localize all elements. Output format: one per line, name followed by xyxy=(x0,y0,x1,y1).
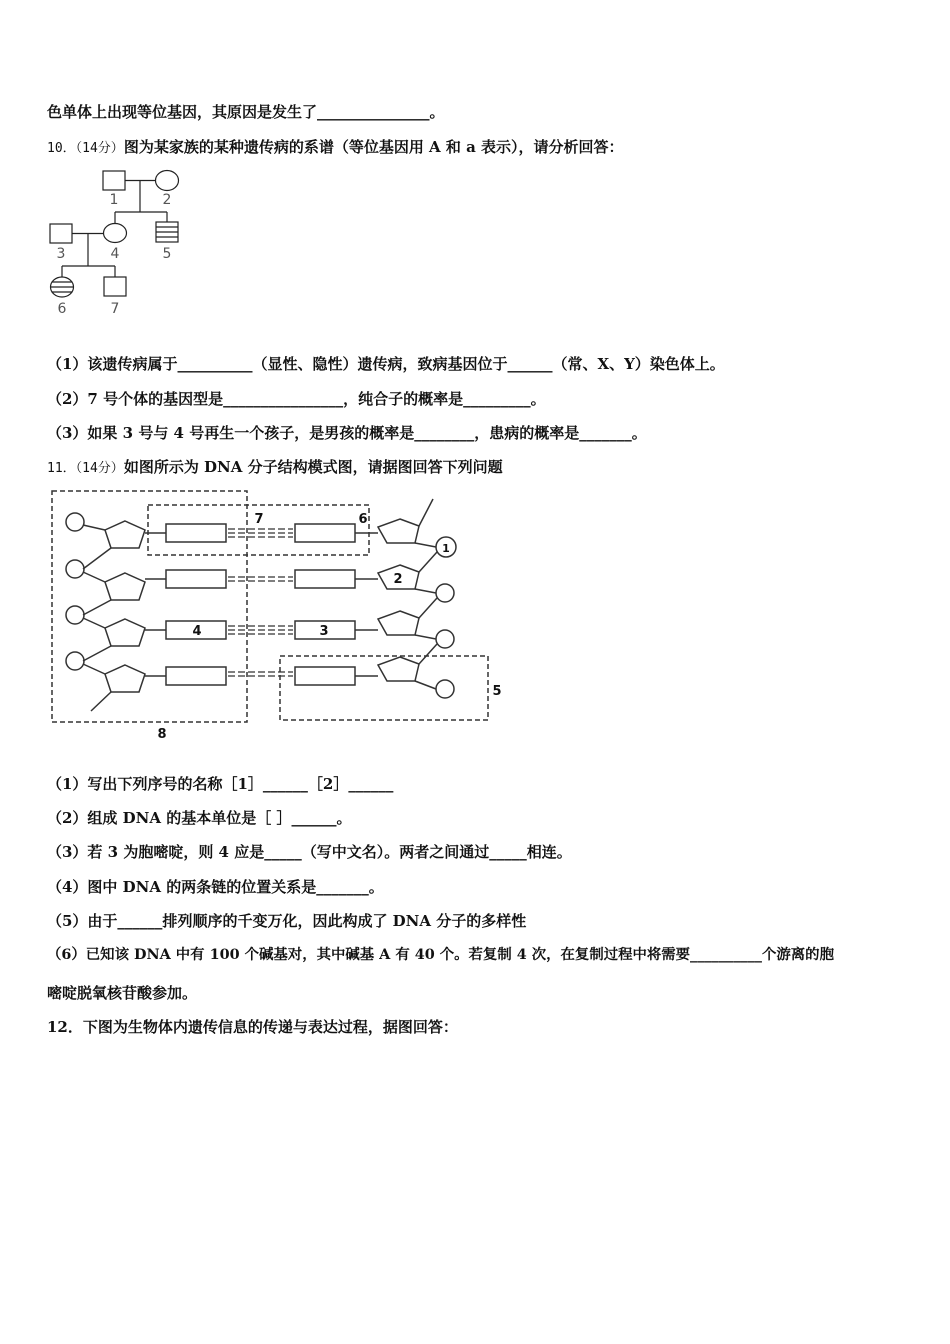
q11-number: 11．（14分） xyxy=(47,461,124,476)
individual-6-affected xyxy=(51,277,74,297)
dna-label-8: 8 xyxy=(157,727,167,742)
dna-label-2: 2 xyxy=(393,572,403,587)
q11-sub3: （3）若 3 为胞嘧啶，则 4 应是_____（写中文名）。两者之间通过_____相连。 xyxy=(47,843,572,861)
q12-heading: 12．下图为生物体内遗传信息的传递与表达过程，据图回答： xyxy=(47,1018,458,1036)
individual-3 xyxy=(50,224,72,243)
dna-label-5: 5 xyxy=(492,684,502,699)
dna-label-1: 1 xyxy=(442,542,450,555)
label-1: 1 xyxy=(109,192,119,208)
dna-label-7: 7 xyxy=(254,512,264,527)
q11-sub1: （1）写出下列序号的名称［1］______［2］______ xyxy=(47,775,394,793)
q10-stem: 图为某家族的某种遗传病的系谱（等位基因用 A 和 a 表示），请分析回答： xyxy=(123,138,624,156)
q10-sub2: （2）7 号个体的基因型是________________，纯合子的概率是_________。 xyxy=(47,390,546,408)
individual-2 xyxy=(156,171,179,191)
dna-label-4: 4 xyxy=(192,624,202,639)
dna-label-3: 3 xyxy=(319,624,329,639)
q11-heading xyxy=(47,457,503,479)
label-4: 4 xyxy=(110,246,120,262)
individual-5-affected xyxy=(156,222,178,242)
individual-7 xyxy=(104,277,126,296)
prev-question-tail: 色单体上出现等位基因，其原因是发生了_______________。 xyxy=(47,103,445,121)
label-2: 2 xyxy=(162,192,172,208)
individual-1 xyxy=(103,171,125,190)
dna-structure-diagram xyxy=(45,485,515,747)
q11-sub6-line1: （6）已知该 DNA 中有 100 个碱基对，其中碱基 A 有 40 个。若复制 4 次，在复制过程中将需要__________个游离的胞 xyxy=(47,946,834,963)
label-6: 6 xyxy=(57,301,67,317)
q11-sub2: （2）组成 DNA 的基本单位是［ ］______。 xyxy=(47,809,352,827)
q10-number: 10．（14分） xyxy=(47,141,124,156)
q10-sub1: （1）该遗传病属于__________（显性、隐性）遗传病，致病基因位于______（常、X、Y）染色体上。 xyxy=(47,355,725,373)
label-3: 3 xyxy=(56,246,66,262)
label-7: 7 xyxy=(110,301,120,317)
pedigree-chart xyxy=(40,165,200,325)
q10-heading xyxy=(47,137,624,159)
q11-sub5: （5）由于______排列顺序的千变万化，因此构成了 DNA 分子的多样性 xyxy=(47,912,527,930)
q11-sub6-line2: 嘧啶脱氧核苷酸参加。 xyxy=(47,984,198,1002)
q11-sub4: （4）图中 DNA 的两条链的位置关系是_______。 xyxy=(47,878,384,896)
dna-label-6: 6 xyxy=(358,512,368,527)
q11-stem: 如图所示为 DNA 分子结构模式图，请据图回答下列问题 xyxy=(123,458,503,476)
label-5: 5 xyxy=(162,246,172,262)
individual-4 xyxy=(104,224,127,243)
q10-sub3: （3）如果 3 号与 4 号再生一个孩子，是男孩的概率是________，患病的概率是_______。 xyxy=(47,424,647,442)
